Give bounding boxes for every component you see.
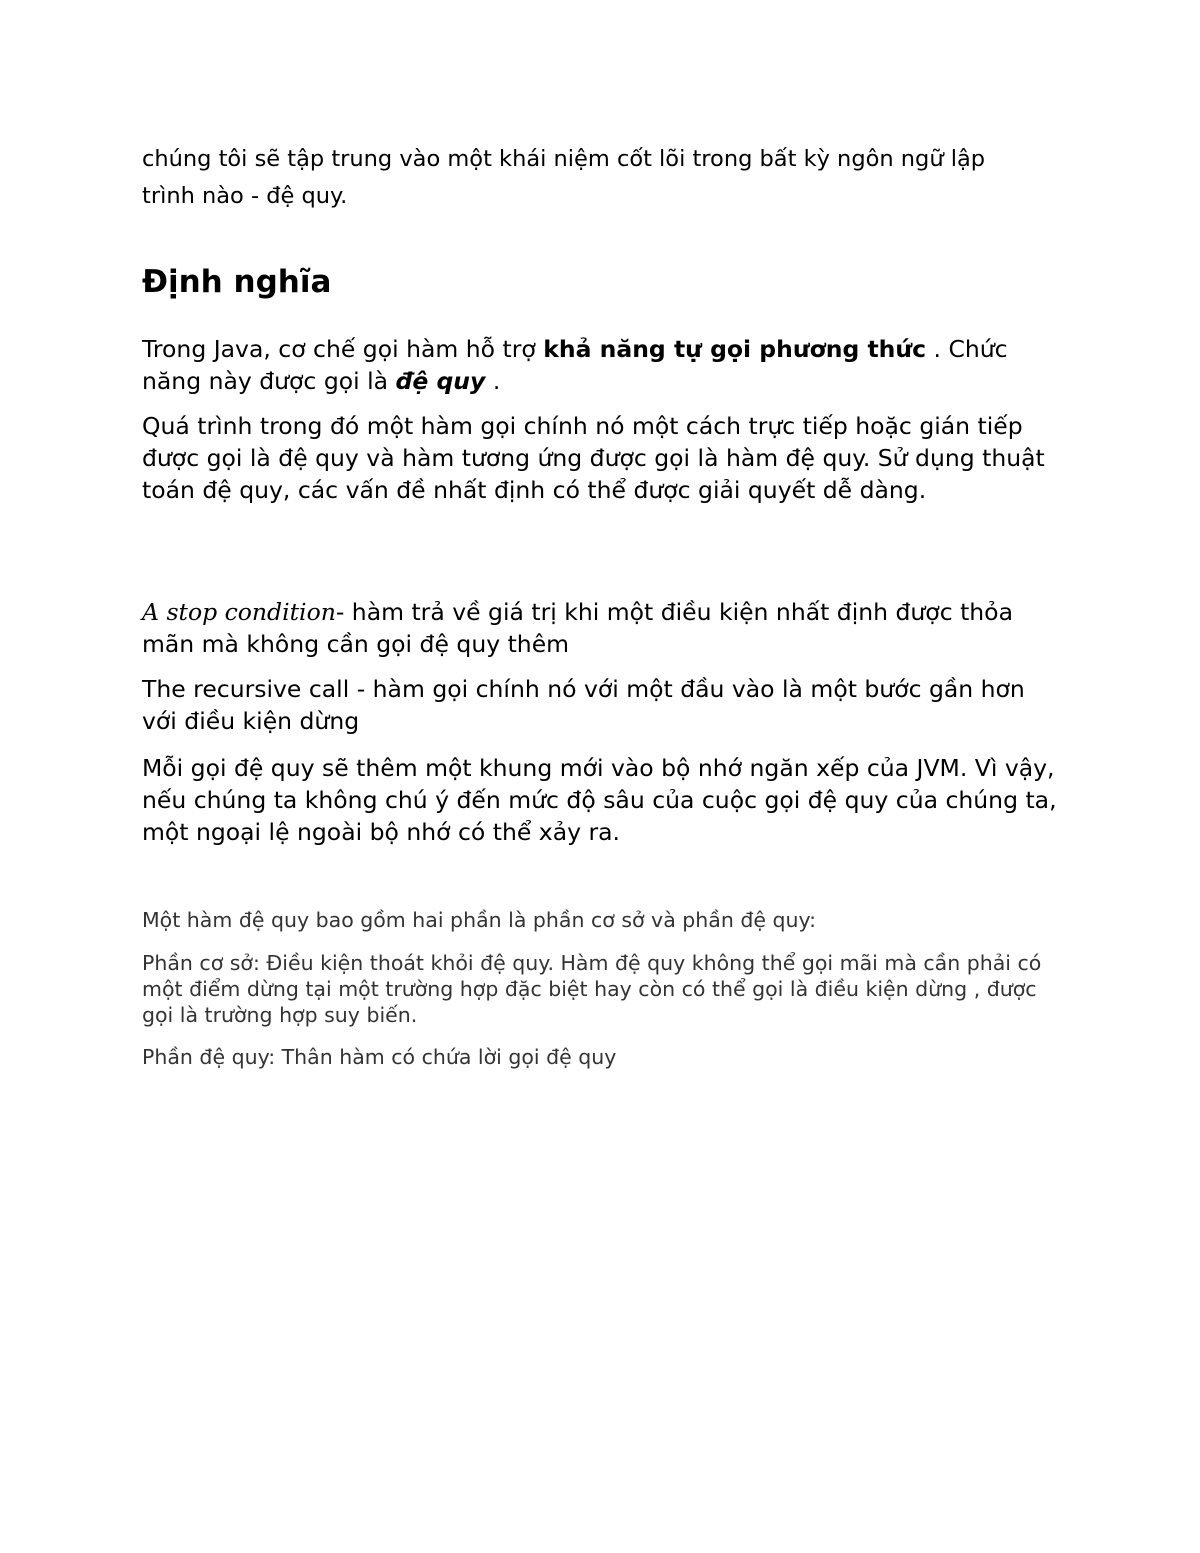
intro-paragraph: chúng tôi sẽ tập trung vào một khái niệm cốt lõi trong bất kỳ ngôn ngữ lập trình nào - đệ quy.	[142, 146, 986, 209]
java-text-em: đệ quy	[395, 367, 486, 395]
definition-heading: Định nghĩa	[142, 264, 332, 300]
summary-line-3: Phần đệ quy: Thân hàm có chứa lời gọi đệ quy	[142, 1045, 617, 1069]
summary-line-1: Một hàm đệ quy bao gồm hai phần là phần cơ sở và phần đệ quy:	[142, 908, 817, 932]
stop-condition-label: A stop condition	[142, 598, 336, 626]
java-text-bold: khả năng tự gọi phương thức	[543, 335, 927, 363]
java-recursion-paragraph	[142, 333, 1062, 397]
stack-frame-paragraph: Mỗi gọi đệ quy sẽ thêm một khung mới vào bộ nhớ ngăn xếp của JVM. Vì vậy, nếu chúng ta không chú ý đến mức độ sâu của cuộc gọi đệ quy của chúng ta, một ngoại lệ ngoài bộ nhớ có thể xảy ra.	[142, 754, 1057, 846]
stop-condition-text: - hàm trả về giá trị khi một điều kiện nhất định được thỏa mãn mà không cần gọi đệ quy thêm	[142, 598, 1013, 658]
stop-condition-paragraph	[142, 596, 1062, 660]
java-text-end: .	[485, 367, 501, 395]
java-text-mid: . Chức năng này được gọi là	[142, 335, 1008, 395]
java-text-pre: Trong Java, cơ chế gọi hàm hỗ trợ	[142, 335, 544, 363]
summary-line-2: Phần cơ sở: Điều kiện thoát khỏi đệ quy. Hàm đệ quy không thể gọi mãi mà cần phải có một điểm dừng tại một trường hợp đặc biệt hay còn có thể gọi là điều kiện dừng , được gọi là trường hợp suy biến.	[142, 951, 1042, 1027]
recursive-call-paragraph: The recursive call - hàm gọi chính nó với một đầu vào là một bước gần hơn với điều kiện dừng	[142, 675, 1025, 735]
process-paragraph: Quá trình trong đó một hàm gọi chính nó một cách trực tiếp hoặc gián tiếp được gọi là đệ quy và hàm tương ứng được gọi là hàm đệ quy. Sử dụng thuật toán đệ quy, các vấn đề nhất định có thể được giải quyết dễ dàng.	[142, 412, 1045, 504]
